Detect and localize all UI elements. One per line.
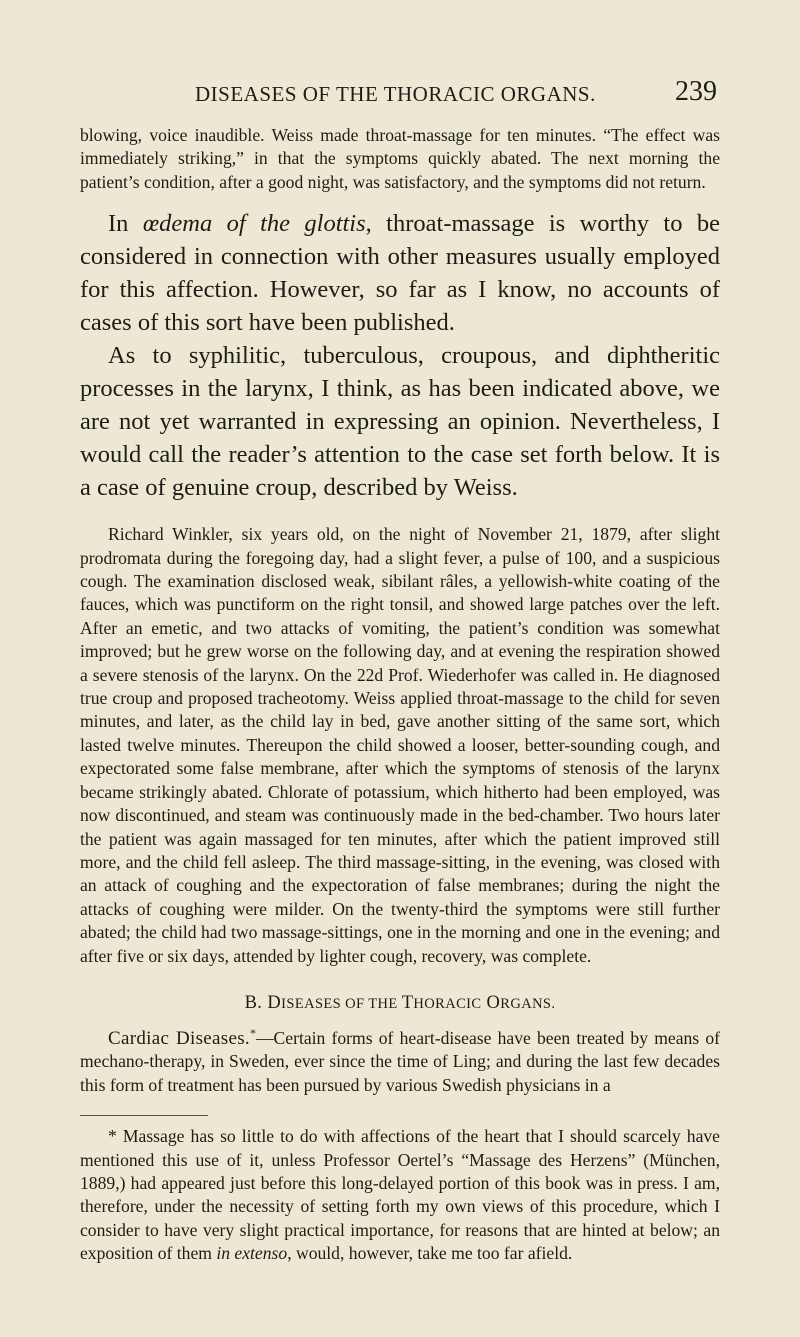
paragraph-cardiac-diseases bbox=[80, 1027, 720, 1097]
p2-italic-term: œdema of the glottis bbox=[142, 210, 366, 238]
paragraph-continuation: blowing, voice inaudible. Weiss made throat-massage for ten minutes. “The effect was immediately striking,” in that the symptoms quickly abated. The next morning the patient’s condition, after a good night, was satisfactory, and the symptoms did not return. bbox=[80, 125, 720, 192]
section-word-2: OF THE bbox=[341, 995, 402, 1012]
paragraph-laryngeal-processes: As to syphilitic, tuberculous, croupous, and diphtheritic processes in the larynx, I think, as has been indicated above, we are not yet warranted in expressing an opinion. Nevertheless, I would call the reader’s attention to the case set forth below. It is a case of genuine croup, described by Weiss. bbox=[80, 342, 720, 502]
page-number: 239 bbox=[675, 76, 717, 107]
footnote-italic-term: in extenso bbox=[216, 1243, 288, 1264]
paragraph-oedema-glottis bbox=[80, 207, 720, 339]
footnote-marker: * bbox=[249, 1026, 256, 1041]
section-word-3-cap: T bbox=[401, 992, 414, 1013]
footnote bbox=[80, 1125, 720, 1265]
footnote-marker-inline: * bbox=[108, 1126, 117, 1147]
section-word-1-cap: D bbox=[267, 992, 282, 1013]
section-letter: B. bbox=[244, 992, 268, 1013]
section-word-4-rest: RGANS. bbox=[500, 995, 556, 1012]
running-title: DISEASES OF THE THORACIC ORGANS. bbox=[195, 82, 596, 106]
p2-body-text: , throat-massage is worthy to be considered in connection with other measures usually employed for this affection. However, so far as I know, no accounts of cases of this sort have been published. bbox=[80, 210, 720, 337]
paragraph-case-report: Richard Winkler, six years old, on the night of November 21, 1879, after slight prodromata during the foregoing day, had a slight fever, a pulse of 100, and a suspicious cough. The examination disclosed weak, sibilant râles, a yellowish-white coating of the fauces, which was punctiform on the right tonsil, and showed large patches over the left. After an emetic, and two attacks of vomiting, the patient’s condition was somewhat improved; but he grew worse on the following day, and at evening the respiration showed a severe stenosis of the larynx. On the 22d Prof. Wiederhofer was called in. He diagnosed true croup and proposed tracheotomy. Weiss applied throat-massage to the child for seven minutes, and later, as the child lay in bed, gave another sitting of the same sort, which lasted twelve minutes. Thereupon the child showed a looser, better-sounding cough, and expectorated some false membrane, after which the symptoms of stenosis of the larynx became strikingly abated. Chlorate of potassium, which hitherto had been employed, was now discontinued, and steam was continuously made in the bed-chamber. Two hours later the patient was again massaged for ten minutes, after which the patient improved still more, and the child fell asleep. The third massage-sitting, in the evening, was closed with an attack of coughing and the expectoration of false membranes; during the night the attacks of coughing were milder. On the twenty-third the symptoms were still further abated; the child had two massage-sittings, one in the morning and one in the evening; and after five or six days, attended by lighter cough, recovery, was complete. bbox=[80, 524, 720, 966]
section-word-1-rest: ISEASES bbox=[281, 995, 342, 1012]
section-heading bbox=[80, 993, 720, 1014]
footnote-text-end: , would, however, take me too far afield. bbox=[287, 1243, 573, 1264]
footnote-rule bbox=[80, 1115, 208, 1116]
p2-lead-text: In bbox=[108, 210, 143, 238]
section-word-3-rest: HORACIC bbox=[413, 995, 482, 1012]
cardiac-diseases-text: —Certain forms of heart-disease have been treated by means of mechano-therapy, in Sweden, ever since the time of Ling; and during the last few decades this form of treatment has been pursued by various Swedish physicians in a bbox=[80, 1027, 720, 1095]
footnote-text-lead: Massage has so little to do with affections of the heart that I should scarcely have mentioned this use of it, unless Professor Oertel’s “Massage des Herzens” (München, 1889,) had appeared just before this long-delayed portion of this book was in press. I am, therefore, under the necessity of setting forth my own views of this procedure, which I consider to have very slight practical importance, for reasons that are hinted at below; an exposition of them bbox=[80, 1126, 720, 1264]
cardiac-diseases-lead: Cardiac Diseases. bbox=[108, 1027, 250, 1049]
running-head bbox=[80, 72, 720, 114]
section-word-4-cap: O bbox=[481, 992, 501, 1013]
